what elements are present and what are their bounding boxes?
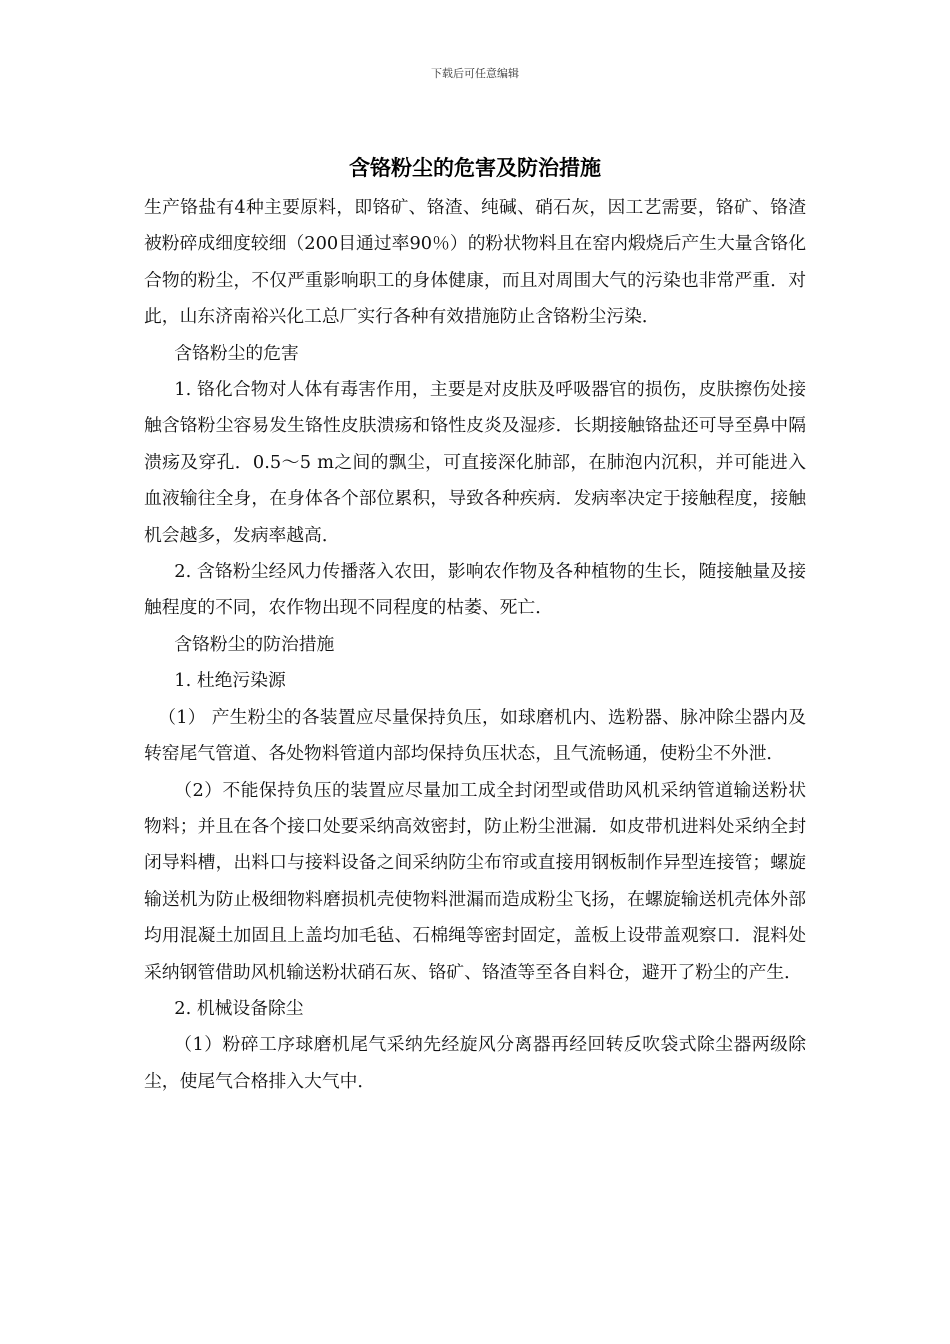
hazard-paragraph-1: 1. 铬化合物对人体有毒害作用，主要是对皮肤及呼吸器官的损伤，皮肤擦伤处接触含铬粉尘容易发生铬性皮肤溃疡和铬性皮炎及湿疹．长期接触铬盐还可导至鼻中隔溃疡及穿孔．0.5～5 m之间的飘尘，可直接深化肺部，在肺泡内沉积，并可能进入血液输往全身，在身体各个部位累积，导致各种疾病．发病率决定于接触程度，接触机会越多，发病率越高． xyxy=(144,379,806,546)
measure-heading-2: 2. 机械设备除尘 xyxy=(174,997,304,1019)
measure-paragraph-1-1: （1） 产生粉尘的各装置应尽量保持负压，如球磨机内、选粉器、脉冲除尘器内及转窑尾气管道、各处物料管道内部均保持负压状态，且气流畅通，使粉尘不外泄． xyxy=(144,706,806,765)
section-heading-measures: 含铬粉尘的防治措施 xyxy=(174,633,335,655)
document-title: 含铬粉尘的危害及防治措施 xyxy=(349,156,601,180)
measure-heading-1: 1. 杜绝污染源 xyxy=(174,670,286,692)
intro-paragraph: 生产铬盐有4种主要原料，即铬矿、铬渣、纯碱、硝石灰，因工艺需要，铬矿、铬渣被粉碎成细度较细（200目通过率90％）的粉状物料且在窑内煅烧后产生大量含铬化合物的粉尘，不仅严重影响职工的身体健康，而且对周围大气的污染也非常严重．对此，山东济南裕兴化工总厂实行各种有效措施防止含铬粉尘污染． xyxy=(144,197,806,328)
section-heading-hazards: 含铬粉尘的危害 xyxy=(174,342,299,364)
measure-paragraph-1-2: （2）不能保持负压的装置应尽量加工成全封闭型或借助风机采纳管道输送粉状物料；并且在各个接口处要采纳高效密封，防止粉尘泄漏．如皮带机进料处采纳全封闭导料槽，出料口与接料设备之间采纳防尘布帘或直接用钢板制作异型连接管；螺旋输送机为防止极细物料磨损机壳使物料泄漏而造成粉尘飞扬，在螺旋输送机壳体外部均用混凝土加固且上盖均加毛毡、石棉绳等密封固定，盖板上设带盖观察口．混料处采纳钢管借助风机输送粉状硝石灰、铬矿、铬渣等至各自料仓，避开了粉尘的产生． xyxy=(144,779,806,983)
hazard-paragraph-2: 2. 含铬粉尘经风力传播落入农田，影响农作物及各种植物的生长，随接触量及接触程度的不同，农作物出现不同程度的枯萎、死亡． xyxy=(144,561,806,619)
measure-paragraph-2-1: （1）粉碎工序球磨机尾气采纳先经旋风分离器再经回转反吹袋式除尘器两级除尘，使尾气合格排入大气中． xyxy=(144,1034,806,1092)
header-note: 下载后可任意编辑 xyxy=(431,67,519,80)
document-body xyxy=(144,190,806,1100)
